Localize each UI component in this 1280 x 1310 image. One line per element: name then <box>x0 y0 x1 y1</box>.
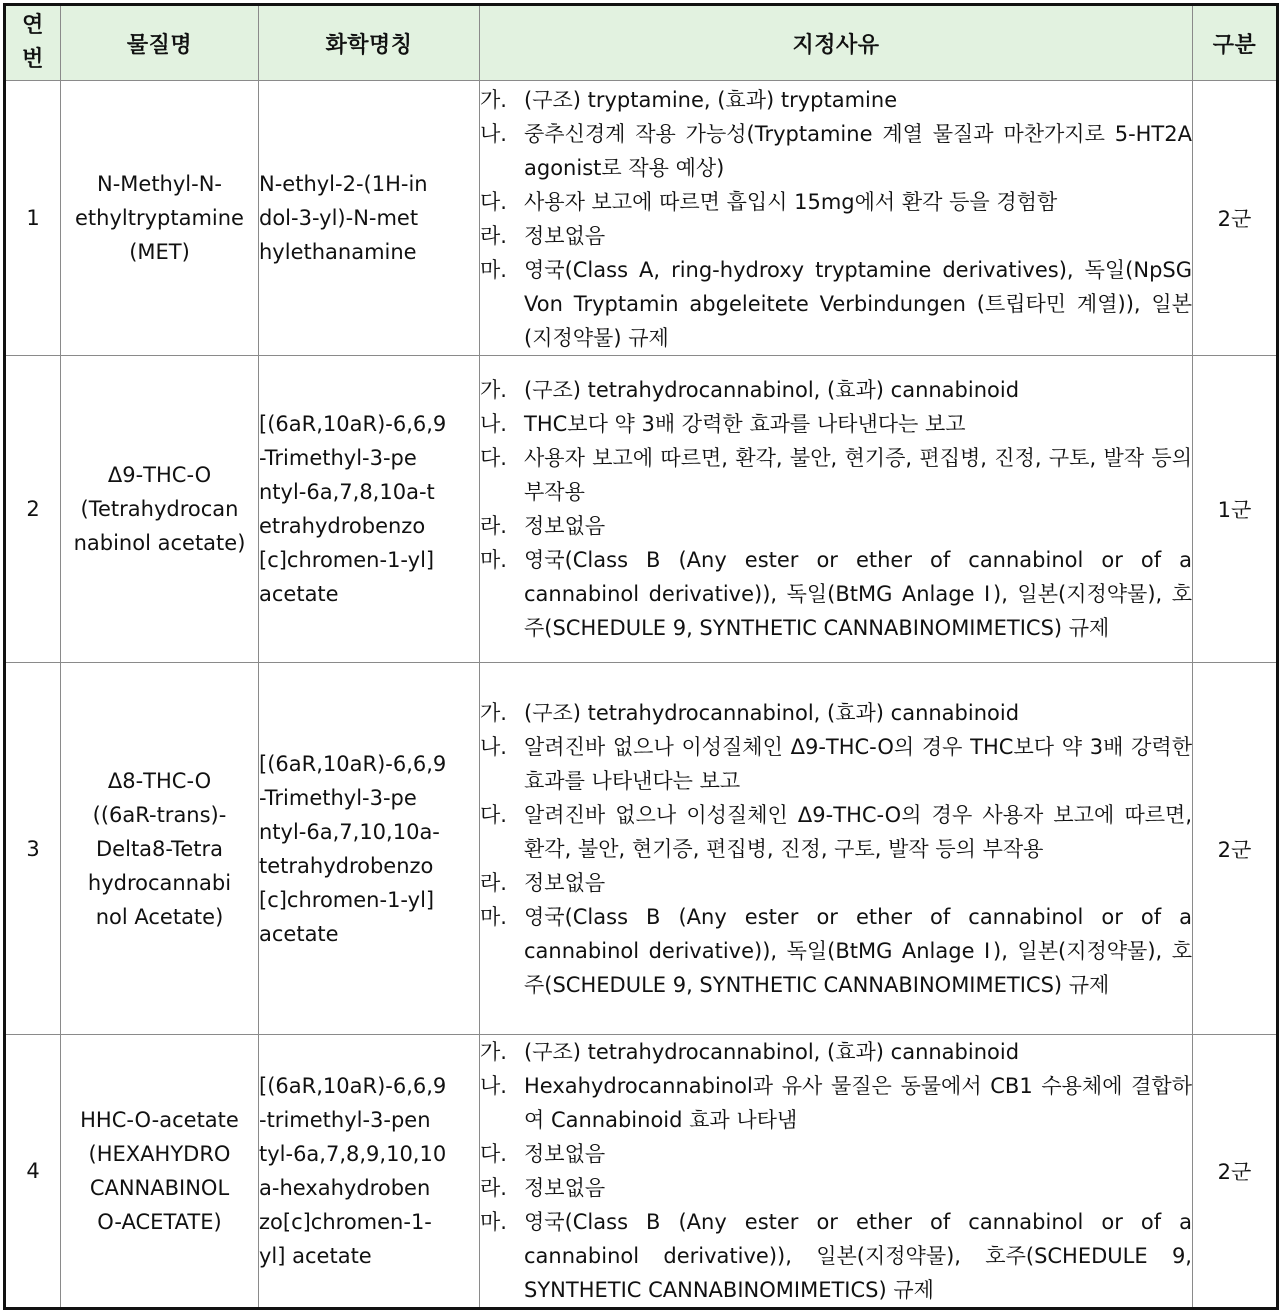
reason-marker: 가. <box>480 88 507 112</box>
chemical-name-line: -Trimethyl-3-pe <box>259 785 417 810</box>
substance-designation-table <box>3 3 1279 1310</box>
table-row <box>5 356 1278 663</box>
designation-reason <box>480 1035 1193 1309</box>
designation-reason <box>480 663 1193 1035</box>
chemical-name-line: [(6aR,10aR)-6,6,9 <box>259 412 447 436</box>
reason-item <box>480 219 1192 253</box>
chemical-name <box>259 81 480 356</box>
reason-item <box>480 730 1192 798</box>
reason-item <box>480 253 1192 355</box>
chemical-name <box>259 663 480 1035</box>
substance-name-line: (HEXAHYDRO <box>88 1142 231 1166</box>
reason-marker: 마. <box>480 258 507 282</box>
chemical-name-line: tetrahydrobenzo <box>259 853 434 878</box>
classification: 1군 <box>1193 356 1278 663</box>
chemical-name-line: acetate <box>259 921 339 946</box>
header-chemical-name: 화학명칭 <box>259 5 480 81</box>
reason-text: 정보없음 <box>524 514 606 538</box>
chemical-name-line: a-hexahydroben <box>259 1176 431 1200</box>
reason-text: 중추신경계 작용 가능성(Tryptamine 계열 물질과 마찬가지로 5-HT2A agonist로 작용 예상) <box>524 122 1192 180</box>
reason-text: 정보없음 <box>524 1176 606 1200</box>
substance-name-line: ((6aR-trans)- <box>92 802 227 827</box>
reason-marker: 라. <box>480 870 507 895</box>
substance-name-line: Delta8-Tetra <box>96 836 223 861</box>
substance-name-line: ethyltryptamine <box>75 206 244 230</box>
reason-marker: 마. <box>480 904 507 929</box>
reason-marker: 라. <box>480 1176 507 1200</box>
chemical-name-line: etrahydrobenzo <box>259 514 426 538</box>
serial-number: 3 <box>5 663 61 1035</box>
serial-number: 1 <box>5 81 61 356</box>
chemical-name-line: ntyl-6a,7,10,10a- <box>259 819 440 844</box>
substance-name-line: (Tetrahydrocan <box>80 497 239 521</box>
chemical-name-line: dol-3-yl)-N-met <box>259 206 419 230</box>
reason-item <box>480 509 1192 543</box>
reason-item <box>480 407 1192 441</box>
reason-item <box>480 798 1192 866</box>
reason-text: 정보없음 <box>524 1142 606 1166</box>
chemical-name-line: [c]chromen-1-yl] <box>259 548 435 572</box>
reason-text: 알려진바 없으나 이성질체인 Δ9-THC-O의 경우 THC보다 약 3배 강력한 효과를 나타낸다는 보고 <box>524 734 1192 793</box>
reason-marker: 나. <box>480 412 507 436</box>
reason-text: 알려진바 없으나 이성질체인 Δ9-THC-O의 경우 사용자 보고에 따르면, 환각, 불안, 현기증, 편집병, 진정, 구토, 발작 등의 부작용 <box>524 802 1192 861</box>
reason-item <box>480 185 1192 219</box>
chemical-name <box>259 356 480 663</box>
chemical-name-line: -trimethyl-3-pen <box>259 1108 431 1132</box>
reason-marker: 가. <box>480 700 507 725</box>
classification: 2군 <box>1193 663 1278 1035</box>
reason-marker: 라. <box>480 224 507 248</box>
reason-item <box>480 1171 1192 1205</box>
reason-item <box>480 373 1192 407</box>
header-serial-line1: 연 <box>22 13 44 38</box>
reason-text: 영국(Class A, ring-hydroxy tryptamine derivatives), 독일(NpSG Von Tryptamin abgeleitete Verbindungen (트립타민 계열)), 일본(지정약물) 규제 <box>524 258 1192 350</box>
reason-marker: 다. <box>480 446 507 470</box>
reason-text: 사용자 보고에 따르면 흡입시 15mg에서 환각 등을 경험함 <box>524 190 1058 214</box>
reason-marker: 가. <box>480 378 507 402</box>
reason-text: 정보없음 <box>524 224 606 248</box>
table-row <box>5 81 1278 356</box>
substance-name-line: Δ8-THC-O <box>107 768 212 793</box>
designation-reason <box>480 81 1193 356</box>
substance-name <box>61 663 259 1035</box>
header-classification: 구분 <box>1193 5 1278 81</box>
reason-text: 영국(Class B (Any ester or ether of cannabinol or of a cannabinol derivative)), 독일(BtMG Anlage Ⅰ), 일본(지정약물), 호주(SCHEDULE 9, SYNTHETIC CANNABINOMIMETICS) 규제 <box>524 904 1192 997</box>
reason-text: (구조) tetrahydrocannabinol, (효과) cannabinoid <box>524 1040 1020 1064</box>
reason-marker: 나. <box>480 122 507 146</box>
serial-number: 4 <box>5 1035 61 1309</box>
reason-marker: 다. <box>480 1142 507 1166</box>
substance-name <box>61 81 259 356</box>
reason-item <box>480 1137 1192 1171</box>
reason-marker: 라. <box>480 514 507 538</box>
substance-name-line: Δ9-THC-O <box>107 463 212 487</box>
header-substance-name: 물질명 <box>61 5 259 81</box>
reason-item <box>480 866 1192 900</box>
chemical-name-line: acetate <box>259 582 339 606</box>
chemical-name-line: [(6aR,10aR)-6,6,9 <box>259 1074 447 1098</box>
header-serial-number <box>5 5 61 81</box>
substance-name-line: (MET) <box>129 240 190 264</box>
reason-item <box>480 900 1192 1002</box>
chemical-name-line: hylethanamine <box>259 240 417 264</box>
chemical-name-line: yl] acetate <box>259 1244 372 1268</box>
reason-marker: 다. <box>480 190 507 214</box>
substance-name-line: nabinol acetate) <box>73 531 246 555</box>
reason-marker: 마. <box>480 1210 507 1234</box>
reason-text: (구조) tetrahydrocannabinol, (효과) cannabinoid <box>524 700 1020 725</box>
reason-marker: 나. <box>480 734 507 759</box>
chemical-name <box>259 1035 480 1309</box>
serial-number: 2 <box>5 356 61 663</box>
reason-text: Hexahydrocannabinol과 유사 물질은 동물에서 CB1 수용체에 결합하여 Cannabinoid 효과 나타냄 <box>524 1074 1192 1132</box>
reason-marker: 마. <box>480 548 507 572</box>
designation-reason <box>480 356 1193 663</box>
reason-marker: 가. <box>480 1040 507 1064</box>
substance-name-line: HHC-O-acetate <box>80 1108 239 1132</box>
reason-text: 사용자 보고에 따르면, 환각, 불안, 현기증, 편집병, 진정, 구토, 발작 등의 부작용 <box>524 446 1192 504</box>
header-serial-line2: 번 <box>22 47 44 72</box>
reason-text: 정보없음 <box>524 870 606 895</box>
substance-name-line: CANNABINOL <box>89 1176 230 1200</box>
chemical-name-line: -Trimethyl-3-pe <box>259 446 417 470</box>
reason-marker: 나. <box>480 1074 507 1098</box>
substance-name-line: O-ACETATE) <box>97 1210 222 1234</box>
reason-text: (구조) tetrahydrocannabinol, (효과) cannabinoid <box>524 378 1020 402</box>
reason-item <box>480 83 1192 117</box>
reason-text: (구조) tryptamine, (효과) tryptamine <box>524 88 898 112</box>
table-body <box>5 81 1278 1309</box>
substance-name-line: nol Acetate) <box>95 904 224 929</box>
classification: 2군 <box>1193 1035 1278 1309</box>
substance-name-line: N-Methyl-N- <box>97 172 222 196</box>
reason-item <box>480 696 1192 730</box>
table-row <box>5 663 1278 1035</box>
reason-item <box>480 1035 1192 1069</box>
table-header <box>5 5 1278 81</box>
header-designation-reason: 지정사유 <box>480 5 1193 81</box>
reason-text: 영국(Class B (Any ester or ether of cannabinol or of a cannabinol derivative)), 일본(지정약물), 호주(SCHEDULE 9, SYNTHETIC CANNABINOMIMETICS) 규제 <box>524 1210 1192 1302</box>
reason-marker: 다. <box>480 802 507 827</box>
table-row <box>5 1035 1278 1309</box>
reason-item <box>480 1069 1192 1137</box>
chemical-name-line: [(6aR,10aR)-6,6,9 <box>259 751 447 776</box>
chemical-name-line: N-ethyl-2-(1H-in <box>259 172 428 196</box>
chemical-name-line: [c]chromen-1-yl] <box>259 887 435 912</box>
chemical-name-line: zo[c]chromen-1- <box>259 1210 432 1234</box>
reason-item <box>480 441 1192 509</box>
substance-name <box>61 356 259 663</box>
reason-text: 영국(Class B (Any ester or ether of cannabinol or of a cannabinol derivative)), 독일(BtMG Anlage Ⅰ), 일본(지정약물), 호주(SCHEDULE 9, SYNTHETIC CANNABINOMIMETICS) 규제 <box>524 548 1192 640</box>
substance-name <box>61 1035 259 1309</box>
reason-item <box>480 543 1192 645</box>
reason-item <box>480 1205 1192 1307</box>
substance-name-line: hydrocannabi <box>87 870 232 895</box>
chemical-name-line: ntyl-6a,7,8,10a-t <box>259 480 435 504</box>
reason-item <box>480 117 1192 185</box>
chemical-name-line: tyl-6a,7,8,9,10,10 <box>259 1142 447 1166</box>
reason-text: THC보다 약 3배 강력한 효과를 나타낸다는 보고 <box>524 412 966 436</box>
classification: 2군 <box>1193 81 1278 356</box>
